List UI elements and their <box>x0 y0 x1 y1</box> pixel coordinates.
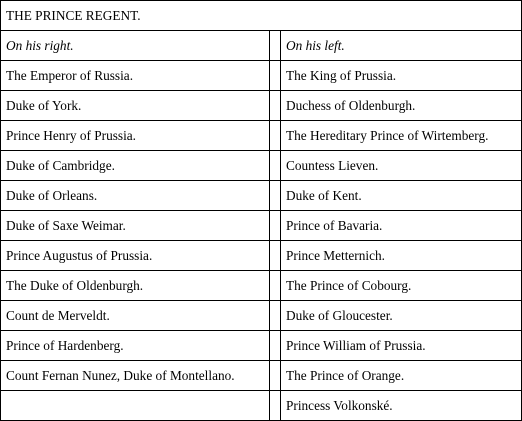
header-row <box>1 31 522 61</box>
table-row <box>1 271 522 301</box>
table-row <box>1 181 522 211</box>
guest-left-cell: The Prince of Cobourg. <box>281 271 522 301</box>
guest-right-cell <box>1 391 270 421</box>
guest-left-cell: Princess Volkonské. <box>281 391 522 421</box>
gap-cell <box>270 211 281 241</box>
guest-left-cell: Prince of Bavaria. <box>281 211 522 241</box>
gap-cell <box>270 241 281 271</box>
table-row <box>1 211 522 241</box>
guest-right-cell: Duke of Orleans. <box>1 181 270 211</box>
guest-right-cell: Count de Merveldt. <box>1 301 270 331</box>
table-row <box>1 331 522 361</box>
gap-cell <box>270 61 281 91</box>
guest-left-cell: Duchess of Oldenburgh. <box>281 91 522 121</box>
gap-cell <box>270 301 281 331</box>
gap-cell <box>270 91 281 121</box>
guest-left-cell: Duke of Gloucester. <box>281 301 522 331</box>
seating-table-body <box>1 1 522 421</box>
gap-cell <box>270 361 281 391</box>
guest-right-cell: Duke of Saxe Weimar. <box>1 211 270 241</box>
header-right-side: On his right. <box>1 31 270 61</box>
guest-left-cell: Prince Metternich. <box>281 241 522 271</box>
guest-right-cell: Prince Augustus of Prussia. <box>1 241 270 271</box>
title-row <box>1 1 522 31</box>
guest-left-cell: The Hereditary Prince of Wirtemberg. <box>281 121 522 151</box>
guest-left-cell: The King of Prussia. <box>281 61 522 91</box>
guest-right-cell: Duke of Cambridge. <box>1 151 270 181</box>
gap-cell <box>270 31 281 61</box>
table-row <box>1 121 522 151</box>
guest-right-cell: Count Fernan Nunez, Duke of Montellano. <box>1 361 270 391</box>
table-row <box>1 61 522 91</box>
guest-right-cell: The Duke of Oldenburgh. <box>1 271 270 301</box>
guest-left-cell: The Prince of Orange. <box>281 361 522 391</box>
guest-left-cell: Prince William of Prussia. <box>281 331 522 361</box>
guest-right-cell: Duke of York. <box>1 91 270 121</box>
gap-cell <box>270 181 281 211</box>
table-row <box>1 241 522 271</box>
guest-right-cell: Prince Henry of Prussia. <box>1 121 270 151</box>
gap-cell <box>270 271 281 301</box>
guest-right-cell: The Emperor of Russia. <box>1 61 270 91</box>
table-row <box>1 301 522 331</box>
header-left-side: On his left. <box>281 31 522 61</box>
table-row <box>1 151 522 181</box>
table-row <box>1 361 522 391</box>
guest-left-cell: Countess Lieven. <box>281 151 522 181</box>
guest-right-cell: Prince of Hardenberg. <box>1 331 270 361</box>
table-row <box>1 91 522 121</box>
gap-cell <box>270 121 281 151</box>
guest-left-cell: Duke of Kent. <box>281 181 522 211</box>
gap-cell <box>270 391 281 421</box>
table-title: THE PRINCE REGENT. <box>1 1 522 31</box>
gap-cell <box>270 151 281 181</box>
table-row <box>1 391 522 421</box>
gap-cell <box>270 331 281 361</box>
